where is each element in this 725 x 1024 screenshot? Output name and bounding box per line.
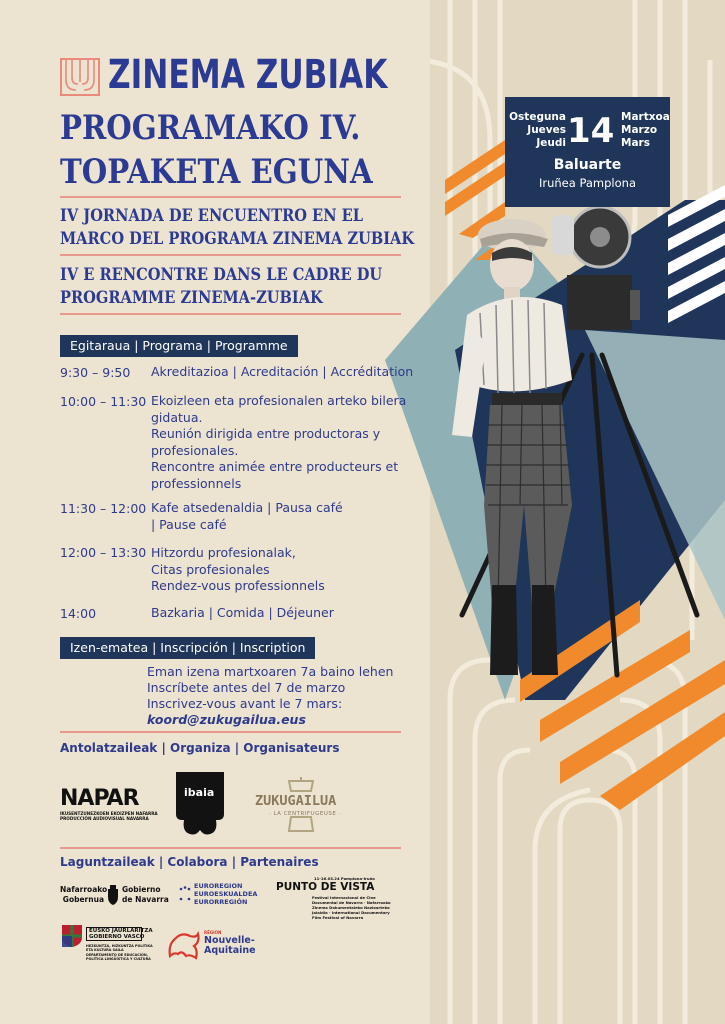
zinema-zubiak-logo [60,58,100,96]
euskadi-text: EUSKO JAURLARITZA [89,928,153,934]
euroregion-text: EUROESKUALDEA [194,890,258,898]
euskadi-subtext: DEPARTAMENTO DE EDUCACIÓN, [86,953,149,957]
lion-icon [166,930,202,960]
subtitle-fr-1: IV E RENCONTRE DANS LE CADRE DU [60,265,383,285]
bridge-logo-icon [62,60,98,94]
punto-sub-text: Festival Internacional de Cine [312,895,376,900]
basque-shield-icon [62,925,82,947]
registration-text: Eman izena martxoaren 7a baino lehen [147,664,394,679]
aquitaine-small-text: RÉGION [204,930,222,935]
euskadi-subtext: ETA KULTURA SAILA [86,948,124,952]
day-name-fr: Jeudi [536,137,566,149]
navarra-text: Gobierno [122,885,161,894]
registration-label: Izen-ematea | Inscripción | Inscription [60,637,315,659]
subtitle-es-1: IV JORNADA DE ENCUENTRO EN EL [60,206,364,226]
program-item [151,500,426,533]
navarra-text: de Navarra [122,895,169,904]
time-slot: 9:30 – 9:50 [60,365,131,380]
partners-label: Laguntzaileak | Colabora | Partenaires [60,855,319,869]
city: Iruñea Pamplona [538,176,636,190]
venue: Baluarte [553,157,622,173]
day-name-es: Jueves [527,124,566,136]
month-eu: Martxoa [621,111,670,123]
program-item [151,393,426,492]
registration-email-link[interactable]: koord@zukugailua.eus [147,712,306,727]
program-item-text: Kafe atsedenaldia | Pausa café [151,500,343,515]
divider [60,196,401,198]
punto-sub-text: Zinema Dokumentaleko Nazioarteko [312,905,390,910]
time-slot: 11:30 – 12:00 [60,501,147,516]
divider [60,731,401,733]
navarra-shield-icon [107,885,119,905]
program-item-text: | Pause café [151,516,227,532]
euskadi-text: GOBIERNO VASCO [89,934,145,940]
punto-name: PUNTO DE VISTA [276,881,375,893]
event-date-panel [505,97,670,207]
aquitaine-text: Aquitaine [204,945,256,956]
month-es: Marzo [621,124,658,136]
program-item [151,545,426,595]
cinematographer-photo [452,205,702,705]
navarra-text: Nafarroako [60,885,108,894]
euroregion-text: EURORREGIÓN [194,898,248,906]
registration-text: Inscrivez-vous avant le 7 mars: [147,696,343,711]
title-line-2: PROGRAMAKO IV. [60,108,361,148]
month-fr: Mars [621,137,650,149]
zukugailua-logo-text: ZUKUGAILUA [255,793,337,809]
punto-date-text: 11-16.03.24 Pamplona-Iruña [314,876,375,881]
punto-sub-text: Film Festival of Navarra [312,915,364,920]
program-item-text: Bazkaria | Comida | Déjeuner [151,605,334,620]
program-item-text: Reunión dirigida entre productoras y profesionales. [151,426,381,458]
divider [60,847,401,849]
divider [60,313,401,315]
program-item-text: Ekoizleen eta profesionalen arteko bilera gidatua. [151,393,407,425]
title-line-3: TOPAKETA EGUNA [60,152,373,192]
program-item-text: Rendez-vous professionnels [151,578,325,593]
euroregion-stars-icon [178,886,192,902]
program-item-text: Rencontre animée entre producteurs et professionnels [151,459,399,491]
day-name-eu: Osteguna [509,111,566,123]
program-item [151,605,426,622]
program-label: Egitaraua | Programa | Programme [60,335,298,357]
euskadi-subtext: HEZKUNTZA, HIZKUNTZA POLITIKA [86,944,153,948]
punto-sub-text: Documental de Navarra · Nafarroako [312,900,391,905]
organizers-label: Antolatzaileak | Organiza | Organisateurs [60,741,340,755]
title-main: ZINEMA ZUBIAK [108,52,388,98]
aquitaine-text: Nouvelle- [204,935,255,946]
time-slot: 14:00 [60,606,97,621]
ibaia-logo-text: ibaia [184,786,215,799]
ibaia-shape-icon [172,772,228,838]
napar-logo-subtext: PRODUCCIÓN AUDIOVISUAL NAVARRA [60,816,149,821]
napar-logo [60,786,158,821]
euroregion-text: EUROREGION [194,882,243,890]
program-item-text: Hitzordu profesionalak, [151,545,296,560]
program-item [151,364,426,381]
day-number: 14 [567,111,615,151]
napar-logo-subtext: IKUSENTZUNEZKOEN EKOIZPEN NAFARRA [60,811,158,816]
subtitle-es-2: MARCO DEL PROGRAMA ZINEMA ZUBIAK [60,229,415,249]
navarra-text: Gobernua [62,895,104,904]
program-item-text: Akreditazioa | Acreditación | Accréditation [151,364,414,379]
napar-logo-text: NAPAR [60,786,139,811]
time-slot: 12:00 – 13:30 [60,545,147,560]
zukugailua-logo-subtext: · LA CENTRIFUGEUSE · [269,811,341,817]
program-item-text: Citas profesionales [151,561,270,577]
ibaia-logo [172,772,228,838]
euskadi-subtext: POLÍTICA LINGÜÍSTICA Y CULTURA [86,957,151,961]
time-slot: 10:00 – 11:30 [60,394,147,409]
registration-text: Inscríbete antes del 7 de marzo [147,680,346,695]
subtitle-fr-2: PROGRAMME ZINEMA-ZUBIAK [60,288,323,308]
zukugailua-logo [255,777,347,835]
divider [60,254,401,256]
punto-sub-text: Jaialdia · International Documentary [312,910,390,915]
